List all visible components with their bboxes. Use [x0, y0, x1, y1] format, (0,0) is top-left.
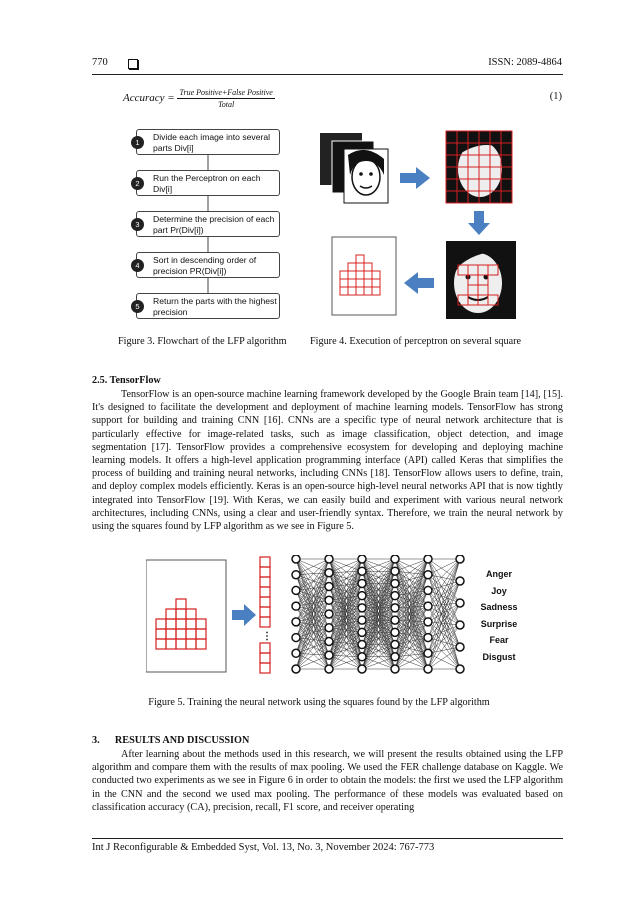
neuron-node [424, 618, 432, 626]
neuron-node [424, 602, 432, 610]
class-label: Disgust [482, 651, 516, 662]
neuron-node [391, 592, 399, 600]
neuron-node [424, 634, 432, 642]
neuron-node [424, 665, 432, 673]
neuron-node [292, 571, 300, 579]
neuron-node [325, 569, 333, 577]
neuron-node [358, 579, 366, 587]
neuron-node [358, 592, 366, 600]
neuron-node [292, 586, 300, 594]
neuron-node [325, 665, 333, 673]
flow-step-text: Return the parts with the highest precision [153, 296, 277, 317]
neuron-node [325, 555, 333, 563]
results-paragraph: After learning about the methods used in this research, we will present the results obtained using the LFP algorithm and compare them with the results of max pooling. We used the FER challenge database on Kaggle. We conducted two experiments as we see in Figure 6 in order to obtain the models: the first we used the LFP algorithm in the CNN and the second we used max pooling. The performance of these models was evaluated based on classification accuracy (CA), precision, recall, F1 score, and receiver operating [92, 749, 563, 813]
footer-citation: Int J Reconfigurable & Embedded Syst, Vol. 13, No. 3, November 2024: 767-773 [92, 842, 435, 853]
equation-lhs: Accuracy = [123, 92, 175, 105]
neuron-node [456, 665, 464, 673]
neuron-node [456, 555, 464, 563]
neuron-node [325, 610, 333, 618]
neuron-node [424, 571, 432, 579]
neuron-node [292, 649, 300, 657]
neuron-node [424, 586, 432, 594]
tensorflow-paragraph: TensorFlow is an open-source machine learning framework developed by the Google Brain team [14], [15]. It's designed to facilitate the development and deployment of machine learning models. TensorFlow has strong support for building and training CNN [16]. CNNs are a specific type of neural network architecture that is particularly effective for image-related tasks, such as image classification, object detection, and image segmentation [17]. TensorFlow provides a comprehensive ecosystem for developing and deploying machine learning models. It offers a high-level application programming interface (API) called Keras that simplifies the process of building and training neural networks, including CNNs [18]. TensorFlow allows users to define, train, and deploy complex models efficiently. Keras is an open-source high-level neural networks API that is now tightly integrated into TensorFlow [19]. With Keras, we can easily build and experiment with various neural network architectures, including CNNs, using a clear and user-friendly syntax. Therefore, we train the neural network by using the squares found by LFP algorithm as we see in Figure 5. [92, 389, 563, 533]
step-number-badge: 5 [131, 300, 144, 313]
neuron-node [391, 567, 399, 575]
issn: ISSN: 2089-4864 [488, 57, 562, 68]
flow-connectors [200, 155, 220, 295]
neuron-node [358, 567, 366, 575]
equation-number: (1) [549, 91, 562, 102]
step-number-badge: 1 [131, 136, 144, 149]
flattened-squares-column [260, 557, 270, 673]
neuron-node [292, 665, 300, 673]
output-class-labels [476, 566, 522, 665]
flow-step-5 [136, 293, 280, 319]
footer-rule [92, 838, 563, 839]
arrow-right-icon [232, 604, 256, 626]
ellipsis-icon: ⋮ [262, 631, 272, 642]
neuron-node [391, 641, 399, 649]
flow-step-text: Sort in descending order of precision PR(Div[i]) [153, 255, 257, 276]
neuron-node [391, 653, 399, 661]
equation-numerator: True Positive+False Positive [179, 88, 273, 97]
class-label: Joy [491, 585, 507, 596]
neuron-node [292, 555, 300, 563]
equation-denominator: Total [218, 100, 235, 109]
neuron-node [292, 634, 300, 642]
neuron-node [292, 602, 300, 610]
squares-box [146, 560, 226, 672]
square-icon [128, 59, 138, 69]
neuron-node [456, 621, 464, 629]
class-label: Surprise [480, 618, 518, 629]
neuron-node [325, 596, 333, 604]
face-image-stack [320, 133, 388, 203]
figure4-illustration [318, 125, 568, 325]
class-label: Anger [485, 569, 512, 579]
neuron-node [325, 638, 333, 646]
neuron-node [391, 604, 399, 612]
selected-squares-face [446, 241, 516, 319]
step-number-badge: 4 [131, 259, 144, 272]
step-number-badge: 3 [131, 218, 144, 231]
neuron-node [456, 577, 464, 585]
neuron-node [391, 665, 399, 673]
page-number: 770 [92, 57, 108, 68]
neuron-node [358, 616, 366, 624]
flow-step-text: Determine the precision of each part Pr(Div[i]) [153, 214, 275, 235]
neuron-node [358, 604, 366, 612]
neuron-node [358, 665, 366, 673]
neuron-node [391, 628, 399, 636]
neuron-node [325, 651, 333, 659]
neuron-node [456, 599, 464, 607]
neural-network [292, 555, 464, 673]
flow-step-text: Run the Perceptron on each Div[i] [153, 173, 261, 194]
step-number-badge: 2 [131, 177, 144, 190]
arrow-down-icon [468, 211, 490, 235]
neuron-node [391, 616, 399, 624]
neuron-node [424, 555, 432, 563]
neuron-node [325, 624, 333, 632]
flow-step-1 [136, 129, 280, 155]
neuron-node [424, 649, 432, 657]
neuron-node [456, 643, 464, 651]
neuron-node [358, 555, 366, 563]
header-rule [92, 74, 563, 75]
neuron-node [391, 555, 399, 563]
neuron-node [358, 641, 366, 649]
equation-fraction [177, 88, 274, 109]
arrow-right-icon [400, 167, 430, 189]
neuron-node [391, 579, 399, 587]
figure3-caption: Figure 3. Flowchart of the LFP algorithm [118, 336, 287, 347]
figure5-illustration [146, 555, 526, 680]
class-label: Fear [489, 635, 509, 645]
extracted-squares-box [332, 237, 396, 315]
grid-face-image [446, 131, 512, 203]
arrow-left-icon [404, 272, 434, 294]
neuron-node [358, 628, 366, 636]
neuron-node [325, 583, 333, 591]
figure5-caption: Figure 5. Training the neural network using the squares found by the LFP algorithm [148, 697, 490, 708]
equation [123, 88, 275, 109]
neuron-node [292, 618, 300, 626]
class-label: Sadness [480, 602, 518, 612]
figure4-caption: Figure 4. Execution of perceptron on several square [310, 336, 522, 347]
section-heading-results: 3. RESULTS AND DISCUSSION [92, 735, 250, 746]
section-heading-tensorflow: 2.5. TensorFlow [92, 375, 161, 386]
neuron-node [358, 653, 366, 661]
flow-step-text: Divide each image into several parts Div[i] [153, 132, 271, 153]
